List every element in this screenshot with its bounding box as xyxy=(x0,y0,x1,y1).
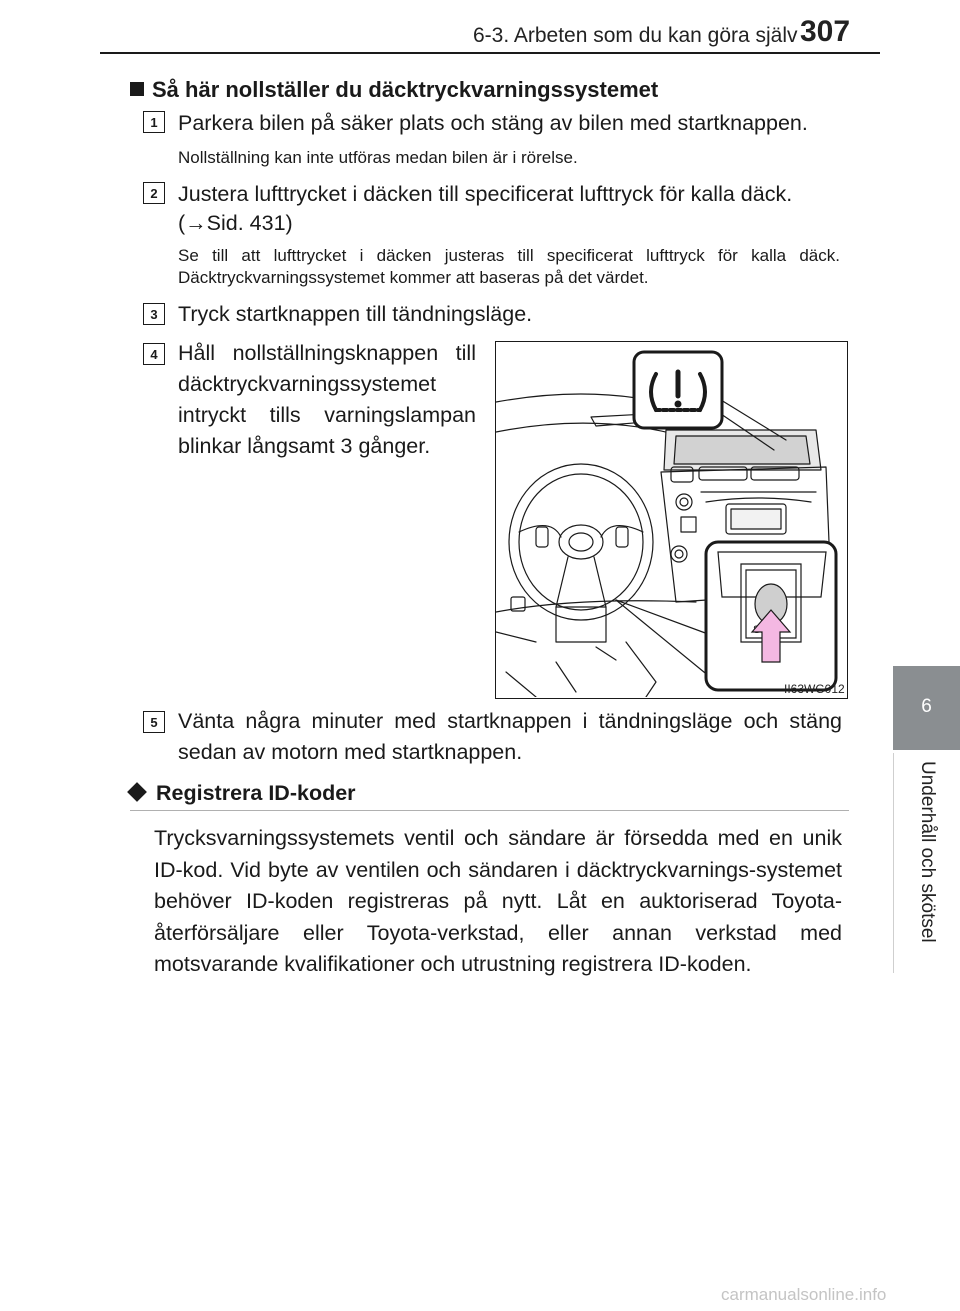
chapter-title: Underhåll och skötsel xyxy=(917,761,938,943)
watermark: carmanualsonline.info xyxy=(721,1285,887,1304)
body-paragraph: Trycksvarningssystemets ventil och sändare är försedda med en unik ID-kod. Vid byte av ventilen och sändaren i däcktryckvarnings-systemet behöver ID-koden registreras på nytt. Låt en auktoriserad Toyota-återförsäljare eller Toyota-verkstad, eller annan verkstad med motsvarande kvalifikationer och utrustning registrera ID-koden. xyxy=(154,826,842,976)
step-3-text: Tryck startknappen till tändningsläge. xyxy=(178,302,533,326)
square-bullet-icon xyxy=(130,82,144,96)
step-4-text: Håll nollställningsknappen till däcktryckvarningssystemet intryckt tills varningslampan blinkar långsamt 3 gånger. xyxy=(178,341,476,458)
diamond-bullet-icon xyxy=(127,782,147,802)
step-number-5: 5 xyxy=(143,711,165,733)
page-number: 307 xyxy=(800,15,851,48)
step-number-1: 1 xyxy=(143,111,165,133)
subsection-heading xyxy=(130,781,356,806)
step-2-page-reference[interactable]: (→Sid. 431) xyxy=(178,211,293,235)
section-heading xyxy=(130,77,658,103)
figure-code: II63WG012 xyxy=(784,682,845,696)
step-1-text: Parkera bilen på säker plats och stäng av bilen med startknappen. xyxy=(178,111,808,135)
chapter-number: 6 xyxy=(921,696,932,717)
section-heading-text: Så här nollställer du däcktryckvarningssystemet xyxy=(152,77,659,102)
dashboard-illustration xyxy=(495,341,848,699)
step-2-note: Se till att lufttrycket i däcken justeras till specificerat lufttryck för kalla däck. Däcktryckvarningssystemet kommer att baseras på det värdet. xyxy=(178,246,840,287)
dashboard-drawing xyxy=(496,342,846,697)
step-number-2: 2 xyxy=(143,182,165,204)
chapter-tab[interactable] xyxy=(893,666,960,750)
step-5-text: Vänta några minuter med startknappen i tändningsläge och stäng sedan av motorn med startknappen. xyxy=(178,709,842,764)
subsection-divider xyxy=(130,810,849,811)
step-number-4: 4 xyxy=(143,343,165,365)
section-title: 6-3. Arbeten som du kan göra själv xyxy=(473,24,798,47)
header-divider xyxy=(100,52,880,54)
step-1-note: Nollställning kan inte utföras medan bilen är i rörelse. xyxy=(178,148,578,167)
subsection-heading-text: Registrera ID-koder xyxy=(156,781,356,805)
step-2-text-line1: Justera lufttrycket i däcken till specificerat lufttryck för kalla däck. xyxy=(178,182,793,206)
step-number-3: 3 xyxy=(143,303,165,325)
chapter-tab-title xyxy=(893,753,960,973)
